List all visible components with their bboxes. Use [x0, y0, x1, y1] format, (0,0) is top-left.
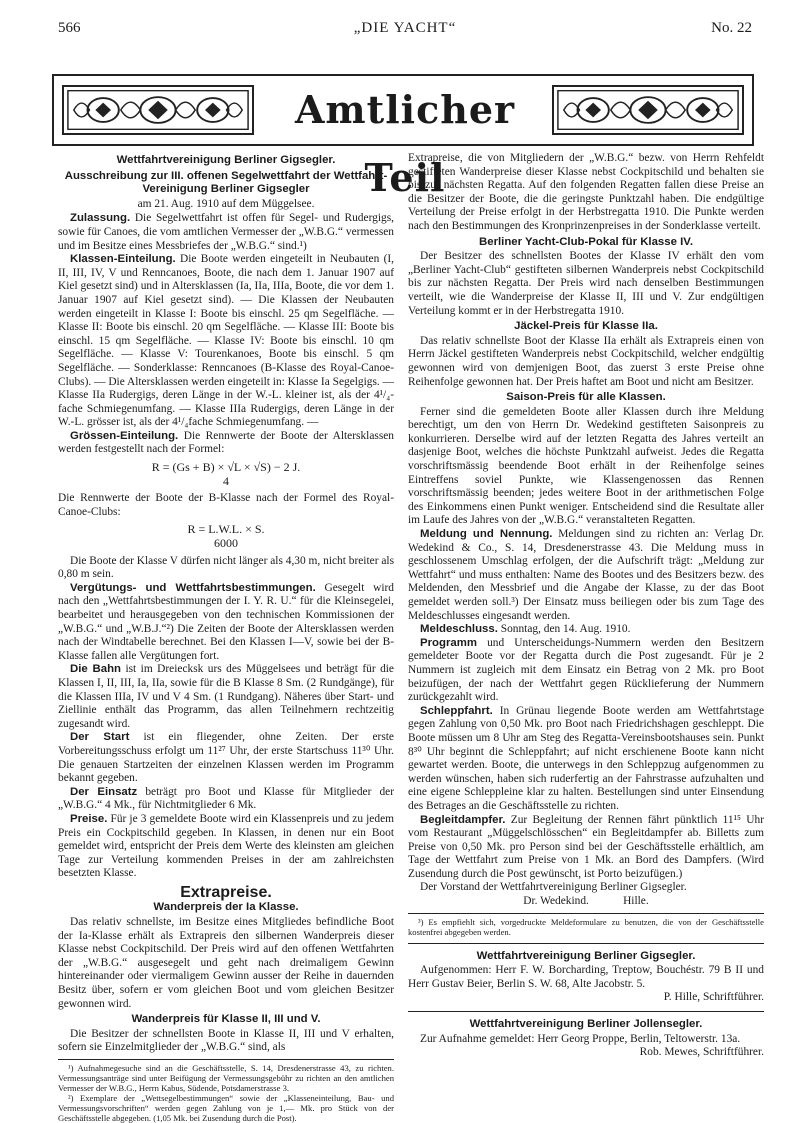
- right-column: [408, 152, 764, 1060]
- text-schleppfahrt: In Grünau liegende Boote werden am Wettfahrtstage gegen Zahlung von 0,50 Mk. pro Boot nach Friedrichshagen geschleppt. Die Boote müssen um 8 Uhr am Steg des Regatta-Vereinsbootshauses sein. Punkt 8³⁰ Uhr beginnt die Schleppfahrt; auf nicht erschienene Boote kann nicht gewartet werden. Boote, die unterwegs in den Schleppzug aufgenommen zu werden wünschen, haben sich ruderfertig an der Fahrstrasse aufzuhalten und eine eigene Schleppleine klar zu halten. Bestellungen sind unter Einsendung des Betrages an die Geschäftsstelle zu richten.: [408, 704, 764, 812]
- lead-start: Der Start: [70, 731, 130, 744]
- paragraph-groessen: [58, 430, 394, 457]
- announcement-heading: Ausschreibung zur III. offenen Segelwettfahrt der Wettfahrt-Vereinigung Berliner Gigsegler: [64, 169, 388, 196]
- issue-number: No. 22: [711, 20, 752, 36]
- paragraph-meldeschluss: [408, 623, 764, 637]
- vorstand-line: Der Vorstand der Wettfahrtvereinigung Berliner Gigsegler.: [420, 881, 687, 894]
- left-column: [58, 152, 394, 1123]
- divider: [408, 1011, 764, 1012]
- formula-b-klasse: [58, 523, 394, 550]
- ornament-left-icon: [62, 85, 254, 135]
- paragraph-start: [58, 731, 394, 785]
- running-header: [58, 20, 752, 44]
- signatures: [408, 895, 764, 909]
- org2-heading: Wettfahrtvereinigung Berliner Gigsegler.: [476, 949, 696, 962]
- paragraph-pokal: Der Besitzer des schnellsten Bootes der Klasse IV erhält den vom „Berliner Yacht-Club“ gestifteten silbernen Wanderpreis nebst Cockpitschild bis zur nächsten Regatta. Der Preis wird nach denselben Bestimmungen verteilt, wie die Wanderpreise der Klasse II, III und V. Zur endgültigen Verteilung kommt er in der Herbstregatta 1910.: [408, 250, 764, 317]
- text-meldung: Meldungen sind zu richten an: Verlag Dr. Wedekind & Co., S. 14, Dresdenerstrasse 43. Die Meldung muss in geschlossenem Umschlag erfolgen, der die Aufschrift trägt: „Meldung zur Wettfahrt“ und muss enthalten: Name des Bootes und des Besitzers bezw. des Meldenden, den Messbrief und die Angabe der Klasse, zu der das Boot gemeldet werden soll.³) Der Einsatz muss beiliegen oder bis zum Tage des Meldeschlusses eingesandt werden.: [408, 528, 764, 622]
- text-groessen: Die Rennwerte der Boote der Altersklassen werden festgestellt nach der Formel:: [58, 429, 394, 456]
- paragraph-org3: Zur Aufnahme gemeldet: Herr Georg Proppe, Berlin, Teltowerstr. 13a.: [420, 1032, 741, 1045]
- paragraph-schleppfahrt: [408, 705, 764, 814]
- paragraph-einsatz: [58, 786, 394, 813]
- lead-zulassung: Zulassung.: [70, 212, 131, 225]
- paragraph-org2: Aufgenommen: Herr F. W. Borcharding, Treptow, Bouchéstr. 79 B II und Herr Gustav Beier, Berlin S. W. 68, Alte Jacobstr. 5.: [408, 964, 764, 990]
- paragraph-bahn: [58, 663, 394, 731]
- paragraph-programm: [408, 637, 764, 705]
- text-start: ist ein fliegender, ohne Zeiten. Der erste Vorbereitungsschuss erfolgt um 11²⁷ Uhr, der erste Startschuss 11³⁰ Uhr. Die genauen Startzeiten der einzelnen Klassen werden im Programm bekannt gegeben.: [58, 731, 394, 785]
- lead-klassen: Klassen-Einteilung.: [70, 253, 176, 266]
- jaeckel-heading: Jäckel-Preis für Klasse IIa.: [514, 320, 658, 333]
- journal-title: „DIE YACHT“: [353, 20, 457, 36]
- text-programm: und Unterscheidungs-Nummern werden den Besitzern gemeldeter Boote vor der Regatta durch die Post zugesandt. Für je 2 Nummern ist zugleich mit dem Einsatz ein Betrag von 2 Mk. pro Boot beizufügen, der nach der Wettfahrt gegen Rücklieferung der Nummern zurückgezahlt wird.: [408, 636, 764, 704]
- lead-einsatz: Der Einsatz: [70, 785, 138, 798]
- paragraph-preise: [58, 813, 394, 881]
- paragraph-begleitdampfer: [408, 814, 764, 882]
- paragraph-zulassung: [58, 212, 394, 253]
- extrapreise-heading: Extrapreise.: [180, 883, 272, 901]
- saison-heading: Saison-Preis für alle Klassen.: [506, 391, 666, 404]
- lead-bahn: Die Bahn: [70, 663, 121, 676]
- text-meldeschluss: Sonntag, den 14. Aug. 1910.: [500, 623, 631, 636]
- paragraph-wanderpreis-ia: Das relativ schnellste, im Besitze eines Mitgliedes befindliche Boot der Ia-Klasse erhält als Extrapreis den silbernen Wanderpreis dieser Klasse nebst Cockpitschild. Der Preis wird auf den offenen Wettfahrten der „W.B.G.“ ausgesegelt und geht nach dreimaligem Gewinn hintereinander oder viermaligem Gewinn ausser der Reihe in dauernden Besitz über, sofern er vom gleichen Boot und vom gleichen Besitzer gewonnen wird.: [58, 916, 394, 1010]
- org3-heading: Wettfahrtvereinigung Berliner Jollensegler.: [469, 1018, 703, 1031]
- paragraph-klassen: [58, 253, 394, 430]
- text-bahn: ist im Dreiecksk urs des Müggelsees und beträgt für die Klassen I, II, III, Ia, IIa, sowie für die B Klasse 8 Sm. (2 Rundgänge), für die Klassen IIIa, IV und V 4 Sm. (1 Rundgang). Näheres über Start- und Ziellinie enthält das Programm, das allen Teilnehmern rechtzeitig zugesandt wird.: [58, 663, 394, 730]
- paragraph-jaeckel: Das relativ schnellste Boot der Klasse IIa erhält als Extrapreis einen von Herrn Jäckel gestifteten Wanderpreis nebst Cockpitschild, welcher endgültig gewonnen wird von demjenigen Boot, das zuerst 3 erste Preise ohne Reihenfolge gewonnen hat. Der Preis haftet am Boot und nicht am Besitzer.: [408, 334, 764, 388]
- footnotes-right: [408, 913, 764, 937]
- formula-altersklassen: [58, 461, 394, 488]
- lead-verguetung: Vergütungs- und Wettfahrtsbestimmungen.: [70, 581, 316, 594]
- formula2-denominator: 6000: [214, 536, 238, 551]
- lead-groessen: Grössen-Einteilung.: [70, 429, 179, 442]
- formula1-line: R = (Gs + B) × √L × √S) − 2 J.: [151, 460, 301, 475]
- text-begleitdampfer: Zur Begleitung der Rennen fährt pünktlich 11¹⁵ Uhr vom Restaurant „Müggelschlösschen“ ein Begleitdampfer ab. Billetts zum Preise von 0,50 Mk. pro Person sind bei der Geschäftsstelle erhältlich, am Tage der Wettfahrt zum Preise von 1 Mk. an Bord des Dampfers. (Wird Zusendung durch die Post gewünscht, ist Porto beizufügen.): [408, 813, 764, 880]
- signature-hille: Hille.: [623, 895, 649, 908]
- divider: [408, 943, 764, 944]
- formula2-line: R = L.W.L. × S.: [187, 522, 265, 537]
- lead-begleitdampfer: Begleitdampfer.: [420, 813, 506, 826]
- footnote-1: ¹) Aufnahmegesuche sind an die Geschäftsstelle, S. 14, Dresdenerstrasse 43, zu richten. Vermessungsanträge sind unter Beifügung der Vermessungsgebühr zu richten an den amtlichen Vermesser der W.B.G., Herrn Kabus, Südende, Potsdamerstrasse 3.: [58, 1063, 394, 1093]
- section-title: Amtlicher Teil: [294, 87, 516, 200]
- paragraph-wanderpreis-ii: Die Besitzer der schnellsten Boote in Klasse II, III und V erhalten, sofern sie Einzelmitglieder der „W.B.G.“ sind, als: [58, 1027, 394, 1054]
- event-date: am 21. Aug. 1910 auf dem Müggelsee.: [137, 197, 315, 210]
- signature-wedekind: Dr. Wedekind.: [523, 895, 589, 908]
- text-klassen: Die Boote werden eingeteilt in Neubauten (I, II, III, IV, V und Renncanoes, Boote, die nach dem 1. Januar 1907 auf Kiel gesetzt sind) und in Altersklassen (Ia, IIa, IIIa, Boote, die vor dem 1. Januar 1907 auf Kiel gesetzt sind). — Die Klassen der Neubauten werden eingeteilt in Klasse I: Boote bis einschl. 25 qm Segelfläche. — Klasse II: Boote bis einschl. 20 qm Segelfläche. — Klasse III: Boote bis einschl. 15 qm Segelfläche. — Klasse IV: Boote bis einschl. 10 qm Segelfläche. — Klasse V: Tourenkanoes, Boote bis einschl. 5 qm Segelfläche. — Sonderklasse: Renncanoes (B-Klasse des Royal-Canoe-Clubs). — Die Altersklassen werden eingeteilt in: Klasse Ia Segelgigs. — Klasse IIa Rudergigs, deren Länge in der W.-L. kleiner ist, als der 4¹/₄-fache Schmiegenumfang. — Klasse IIIa Rudergigs, deren Länge in der W.-L. grösser ist, als der 4¹/₄fache Schmiegenumfang. —: [58, 253, 394, 429]
- text-einsatz: beträgt pro Boot und Klasse für Mitglieder der „W.B.G.“ 4 Mk., für Nichtmitglieder 6 Mk.: [58, 785, 394, 812]
- footnote-3: ³) Es empfiehlt sich, vorgedruckte Meldeformulare zu benutzen, die von der Geschäftsstelle kostenfrei abgegeben werden.: [408, 916, 764, 937]
- org2-signature: P. Hille, Schriftführer.: [663, 991, 764, 1004]
- paragraph-meldung: [408, 528, 764, 623]
- wanderpreis-ii-heading: Wanderpreis für Klasse II, III und V.: [131, 1013, 321, 1026]
- wanderpreis-ia-heading: Wanderpreis der Ia Klasse.: [153, 901, 299, 914]
- lead-preise: Preise.: [70, 812, 108, 825]
- formula1-denominator: 4: [223, 473, 229, 488]
- footnote-2: ²) Exemplare der „Wettsegelbestimmungen“ sowie der „Klasseneinteilung, Bau- und Vermessungsvorschriften“ werden gegen Zahlung von je 1,— Mk. pro Stück von der Geschäftsstelle abgegeben. (1,05 Mk. bei Zusendung durch die Post).: [58, 1093, 394, 1123]
- lead-meldeschluss: Meldeschluss.: [420, 623, 498, 636]
- org3-signature: Rob. Mewes, Schriftführer.: [639, 1046, 764, 1059]
- lead-meldung: Meldung und Nennung.: [420, 528, 553, 541]
- paragraph-extrapreise-cont: Extrapreise, die von Mitgliedern der „W.B.G.“ bezw. von Herrn Rehfeldt gestifteten Wanderpreise dieser Klasse nebst Cockpitschild und behalten sie bis zur nächsten Regatta. Auf den folgenden Regatten fallen diese Preise an die Besitzer der Boote, die die geringste Punktzahl haben. Die endgültige Verteilung der Preise erfolgt in der Herbstregatta 1910. Die Punkte werden nach den Bestimmungen des Kronprinzenpreises in der Sonderklasse verteilt.: [408, 152, 764, 232]
- paragraph-rennwerte: Die Rennwerte der Boote der B-Klasse nach der Formel des Royal-Canoe-Clubs:: [58, 492, 394, 518]
- ornament-right-icon: [552, 85, 744, 135]
- footnotes-left: [58, 1059, 394, 1123]
- page-number: 566: [58, 20, 81, 36]
- lead-schleppfahrt: Schleppfahrt.: [420, 704, 493, 717]
- paragraph-verguetung: [58, 582, 394, 664]
- paragraph-klasse-v: Die Boote der Klasse V dürfen nicht länger als 4,30 m, nicht breiter als 0,80 m sein.: [58, 554, 394, 581]
- org-heading: Wettfahrtvereinigung Berliner Gigsegler.: [116, 154, 336, 166]
- pokal-heading: Berliner Yacht-Club-Pokal für Klasse IV.: [479, 235, 693, 248]
- text-zulassung: Die Segelwettfahrt ist offen für Segel- und Rudergigs, sowie für Canoes, die vom amtlichen Vermesser der „W.B.G.“ vermessen und im Besitze eines Messbriefes der „W.B.G.“ sind.¹): [58, 212, 394, 252]
- lead-programm: Programm: [420, 636, 477, 649]
- text-verguetung: Gesegelt wird nach den „Wettfahrtsbestimmungen der I. Y. R. U.“ für die Kleinsegelei, bearbeitet und herausgegeben von den technischen Kommissionen der „W.B.G.“ und „W.B.J.“²) Die Zeiten der Boote der Altersklassen werden nach der Windtabelle berechnet. Bei den Klassen I—V, sowie bei der B-Klasse fallen alle Vergütungen fort.: [58, 581, 394, 662]
- paragraph-saison: Ferner sind die gemeldeten Boote aller Klassen durch ihre Meldung berechtigt, um den von Herrn Dr. Wedekind gestifteten Saisonpreis zu konkurrieren. Derselbe wird auf der letzten Regatta des Jahres verteilt an dasjenige Boot, welches die höchste Punktzahl aufweist. Jedes die Regatta vorschriftsmässig beendende Boot erhält in der Reihenfolge seines Eintreffens soviel Punkte, wie Klassengenossen das Rennen vorschriftsmässig beenden; jedes weitere Boot in der arithmetischen Folge des Einkommens einen Punkt weniger. Entscheidend sind die Resultate aller im Laufe des Jahres von der „W.B.G.“ veranstalteten Regatten.: [408, 405, 764, 527]
- text-preise: Für je 3 gemeldete Boote wird ein Klassenpreis und zu jedem Preis ein Cockpitschild gegeben. In Klassen, in denen nur ein Boot gemeldet wird, entspricht der Preis dem Werte des kleinsten am gleichen Tage zur Verteilung kommenden Preises in der am zahlreichsten besetzten Klasse.: [58, 812, 394, 880]
